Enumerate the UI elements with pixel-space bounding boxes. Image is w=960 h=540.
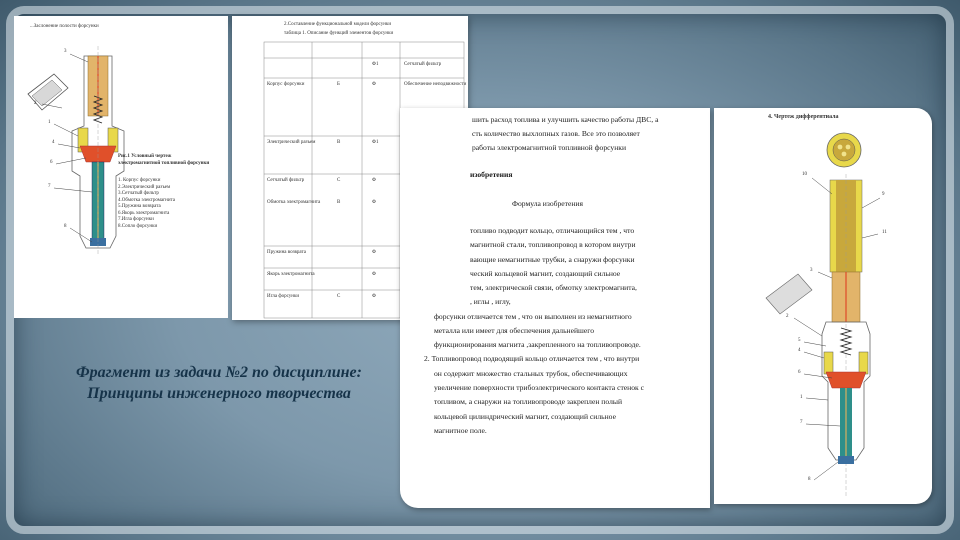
table-cell: В [337, 140, 341, 145]
callout-10: 10 [802, 172, 807, 177]
part-item: 7.Игла форсунки [118, 217, 154, 222]
table-cell: Ф [372, 200, 376, 205]
text-line: увеличение поверхности трибоэлектрического контакта стенок с [434, 383, 644, 392]
callout-8: 8 [64, 224, 67, 229]
table-cell: Сетчатый фильтр [267, 178, 305, 183]
document-page-injector [14, 16, 228, 318]
callout-4: 4 [798, 348, 801, 353]
parts-list [118, 178, 175, 230]
table-cell: Электрический разъем [267, 140, 316, 145]
callout-6: 6 [798, 370, 801, 375]
table-cell: Ф [372, 178, 376, 183]
callout-5: 5 [798, 338, 801, 343]
table-cell: Корпус форсунки [267, 82, 305, 87]
callout-1: 1 [48, 120, 51, 125]
part-item: 6.Якорь электромагнита [118, 210, 170, 216]
callout-8: 8 [808, 477, 811, 482]
table-cell: Ф1 [372, 140, 379, 145]
text-line: топливом, а снаружи на топливопроводе закреплен полый [434, 397, 623, 406]
text-line: вающие немагнитные трубки, а снаружи форсунки [470, 255, 635, 264]
table-cell: Ф [372, 294, 376, 299]
callout-7: 7 [800, 420, 803, 425]
table-cell: Ф [372, 82, 376, 87]
section-title: Формула изобретения [512, 199, 583, 208]
text-line: ческий кольцевой магнит, создающий сильное [470, 269, 621, 278]
table-cell: Ф [372, 250, 376, 255]
text-line: шить расход топлива и улучшить качество работы ДВС, а [472, 115, 659, 124]
part-item: 3.Сетчатый фильтр [118, 191, 159, 196]
part-item: 2.Электрический разъем [118, 184, 171, 190]
callout-4: 4 [52, 140, 55, 145]
text-line: кольцевой цилиндрический магнит, создающий сильное [434, 412, 616, 421]
table-cell: Сетчатый фильтр [404, 62, 442, 67]
document-page-differential-drawing [714, 108, 932, 504]
text-line: , иглы , иглу, [470, 297, 511, 306]
text-line: сть количество выхлопных газов. Все это позволяет [472, 129, 640, 138]
section-heading: изобретения [470, 170, 513, 179]
part-item: 8.Сопло форсунки [118, 223, 158, 229]
table-cell: Ф1 [372, 62, 379, 67]
part-item: 4.Обмотка электромагнита [118, 197, 175, 203]
caption-line-1: Фрагмент из задачи №2 по дисциплине: [76, 364, 362, 381]
differential-drawing [714, 108, 932, 504]
text-line: магнитной стали, топливопровод в котором внутри [470, 240, 636, 249]
callout-6: 6 [50, 160, 53, 165]
slide-caption [24, 362, 414, 404]
callout-7: 7 [48, 184, 51, 189]
table-cell: С [337, 178, 341, 183]
document-page-invention-formula [400, 108, 710, 508]
part-item: 5.Пружина возврата [118, 204, 161, 209]
table-cell: Якорь электромагнита [267, 272, 315, 277]
table-cell: С [337, 294, 341, 299]
callout-1: 1 [800, 395, 803, 400]
table-cell: Игла форсунки [267, 294, 300, 299]
caption-line-2: Принципы инженерного творчества [87, 385, 351, 402]
page-title: ...Заслонение полости форсунки [30, 24, 99, 29]
table-cell: Обмотка электромагнита [267, 200, 321, 205]
text-line: магнитное поле. [434, 426, 487, 435]
callout-2: 2 [786, 314, 789, 319]
table-cell: Пружина возврата [267, 250, 306, 255]
callout-3: 3 [810, 268, 813, 273]
text-line: металла или имеет для обеспечения дальнейшего [434, 326, 594, 335]
text-line: тем, электрической связи, обмотку электромагнита, [470, 283, 637, 292]
figure-caption: Рис.1 Условный чертеж электромагнитной топливной форсунки [118, 154, 210, 166]
callout-2: 2 [34, 101, 37, 106]
page-title: 4. Чертеж дифферентиала [768, 114, 839, 120]
table-cell: Обеспечение неподвижности [404, 82, 467, 87]
text-line: он содержит множество стальных трубок, обеспечивающих [434, 369, 628, 378]
table-subtitle: таблица 1. Описание функций элементов форсунки [284, 31, 394, 36]
text-line: функционирования магнита ,закрепленного на топливопроводе. [434, 340, 641, 349]
text-line: работы электромагнитной топливной форсунки [472, 143, 627, 152]
table-cell: Ф [372, 272, 376, 277]
text-line: форсунки отличается тем , что он выполнен из немагнитного [434, 312, 632, 321]
text-line: 2. Топливопровод подводящий кольцо отличается тем , что внутри [424, 354, 640, 363]
callout-3: 3 [64, 49, 67, 54]
table-cell: Б [337, 82, 340, 87]
callout-11: 11 [882, 230, 887, 235]
callout-9: 9 [882, 192, 885, 197]
part-item: 1. Корпус форсунки [118, 178, 161, 183]
injector-drawing [14, 16, 228, 318]
text-line: топливо подводит кольцо, отличающийся тем , что [470, 226, 635, 235]
table-cell: В [337, 200, 341, 205]
page-title: 2.Составление функциональной модели форсунки [284, 22, 391, 27]
